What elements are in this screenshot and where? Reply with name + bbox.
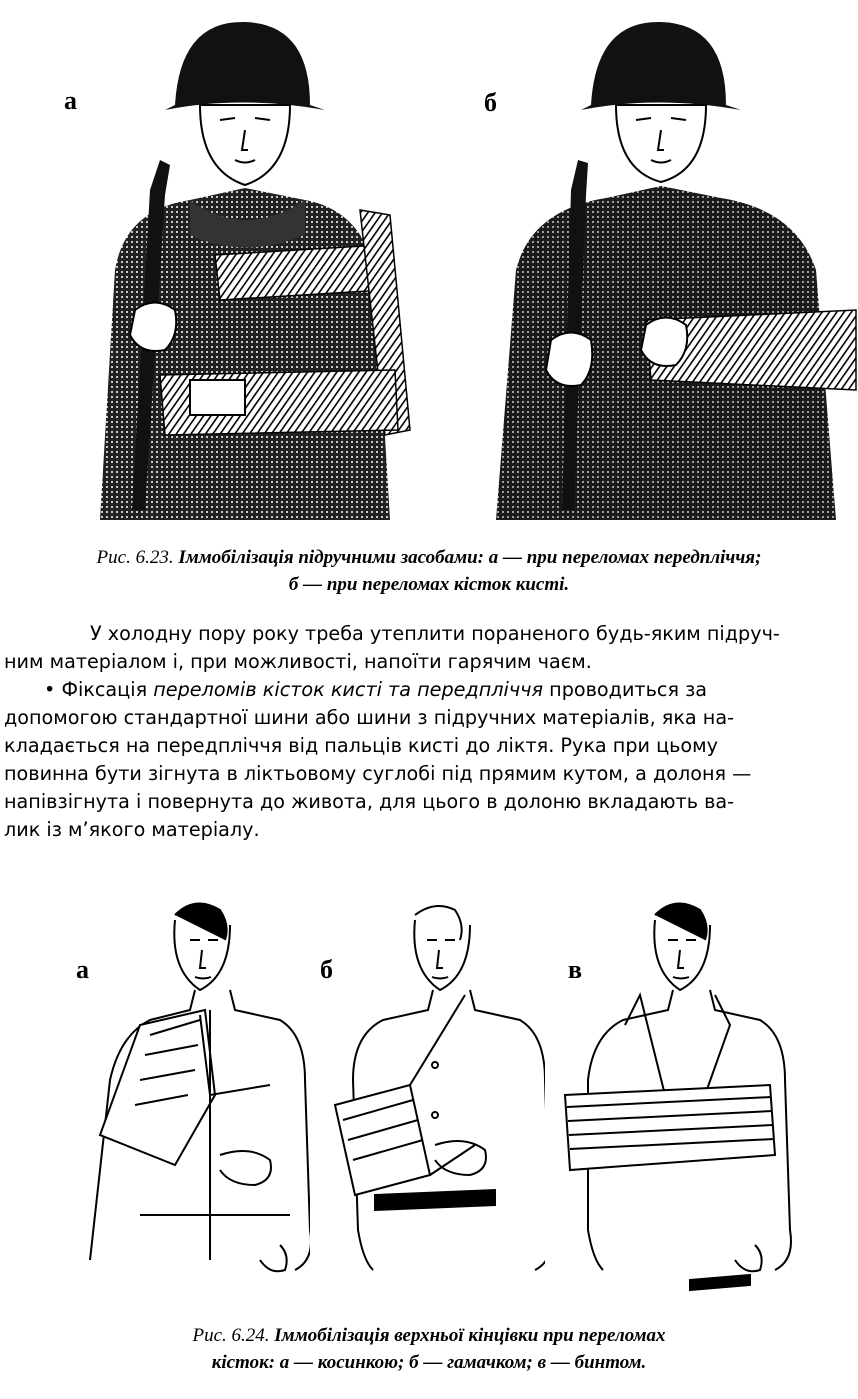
arm-kerchief-sling-illustration xyxy=(80,895,310,1315)
figure-6-24-caption-prefix: Рис. 6.24. xyxy=(192,1325,270,1346)
paragraph-2-line-1-start: Фіксація xyxy=(61,678,154,701)
paragraph-2-line-4: повинна бути зігнута в ліктьовому суглобі під прямим кутом, а долоня — xyxy=(4,762,752,785)
paragraph-2-line-1-end: проводиться за xyxy=(543,678,708,701)
figure-6-23-label-a: а xyxy=(64,86,77,115)
figure-6-23-caption-prefix: Рис. 6.23. xyxy=(96,547,174,568)
paragraph-2-line-1 xyxy=(4,676,858,704)
arm-bandage-illustration xyxy=(555,895,795,1315)
soldier-forearm-splint-illustration xyxy=(40,10,420,530)
figure-6-24-caption-line-1 xyxy=(0,1323,858,1348)
figure-6-24-caption-title: Іммобілізація верхньої кінцівки при переломах xyxy=(274,1325,666,1346)
figure-6-23-label-b: б xyxy=(484,88,497,117)
figure-6-23-caption-title: Іммобілізація підручними засобами: а — при переломах передпліччя; xyxy=(178,547,762,568)
figure-6-24-caption-subtitle: кісток: а — косинкою; б — гамачком; в — бинтом. xyxy=(211,1352,647,1373)
paragraph-2-line-2: допомогою стандартної шини або шини з підручних матеріалів, яка на- xyxy=(4,706,734,729)
paragraph-2-line-6: лик із м’якого матеріалу. xyxy=(4,818,260,841)
paragraph-2-line-3: кладається на передпліччя від пальців кисті до ліктя. Рука при цьому xyxy=(4,734,719,757)
paragraph-1-line-1: У холодну пору року треба утеплити пораненого будь-яким підруч- xyxy=(90,622,780,645)
figure-6-23-caption-subtitle: б — при переломах кісток кисті. xyxy=(288,574,570,595)
figure-6-24-label-a: а xyxy=(76,955,89,984)
paragraph-2-emphasis: переломів кісток кисті та передпліччя xyxy=(153,678,544,701)
figure-6-24-caption-line-2 xyxy=(0,1350,858,1375)
soldier-hand-splint-illustration xyxy=(476,10,858,530)
figure-6-24-label-b: б xyxy=(320,955,333,984)
figure-6-23-caption-line-2 xyxy=(0,572,858,597)
arm-hammock-sling-illustration xyxy=(315,895,545,1315)
figure-6-24-label-v: в xyxy=(568,955,583,984)
body-text xyxy=(4,620,858,844)
paragraph-1-line-2: ним матеріалом і, при можливості, напоїти гарячим чаєм. xyxy=(4,650,592,673)
figure-6-23-caption-line-1 xyxy=(0,545,858,570)
paragraph-2-line-5: напівзігнута і повернута до живота, для цього в долоню вкладають ва- xyxy=(4,790,735,813)
bullet-mark: • xyxy=(44,678,56,701)
